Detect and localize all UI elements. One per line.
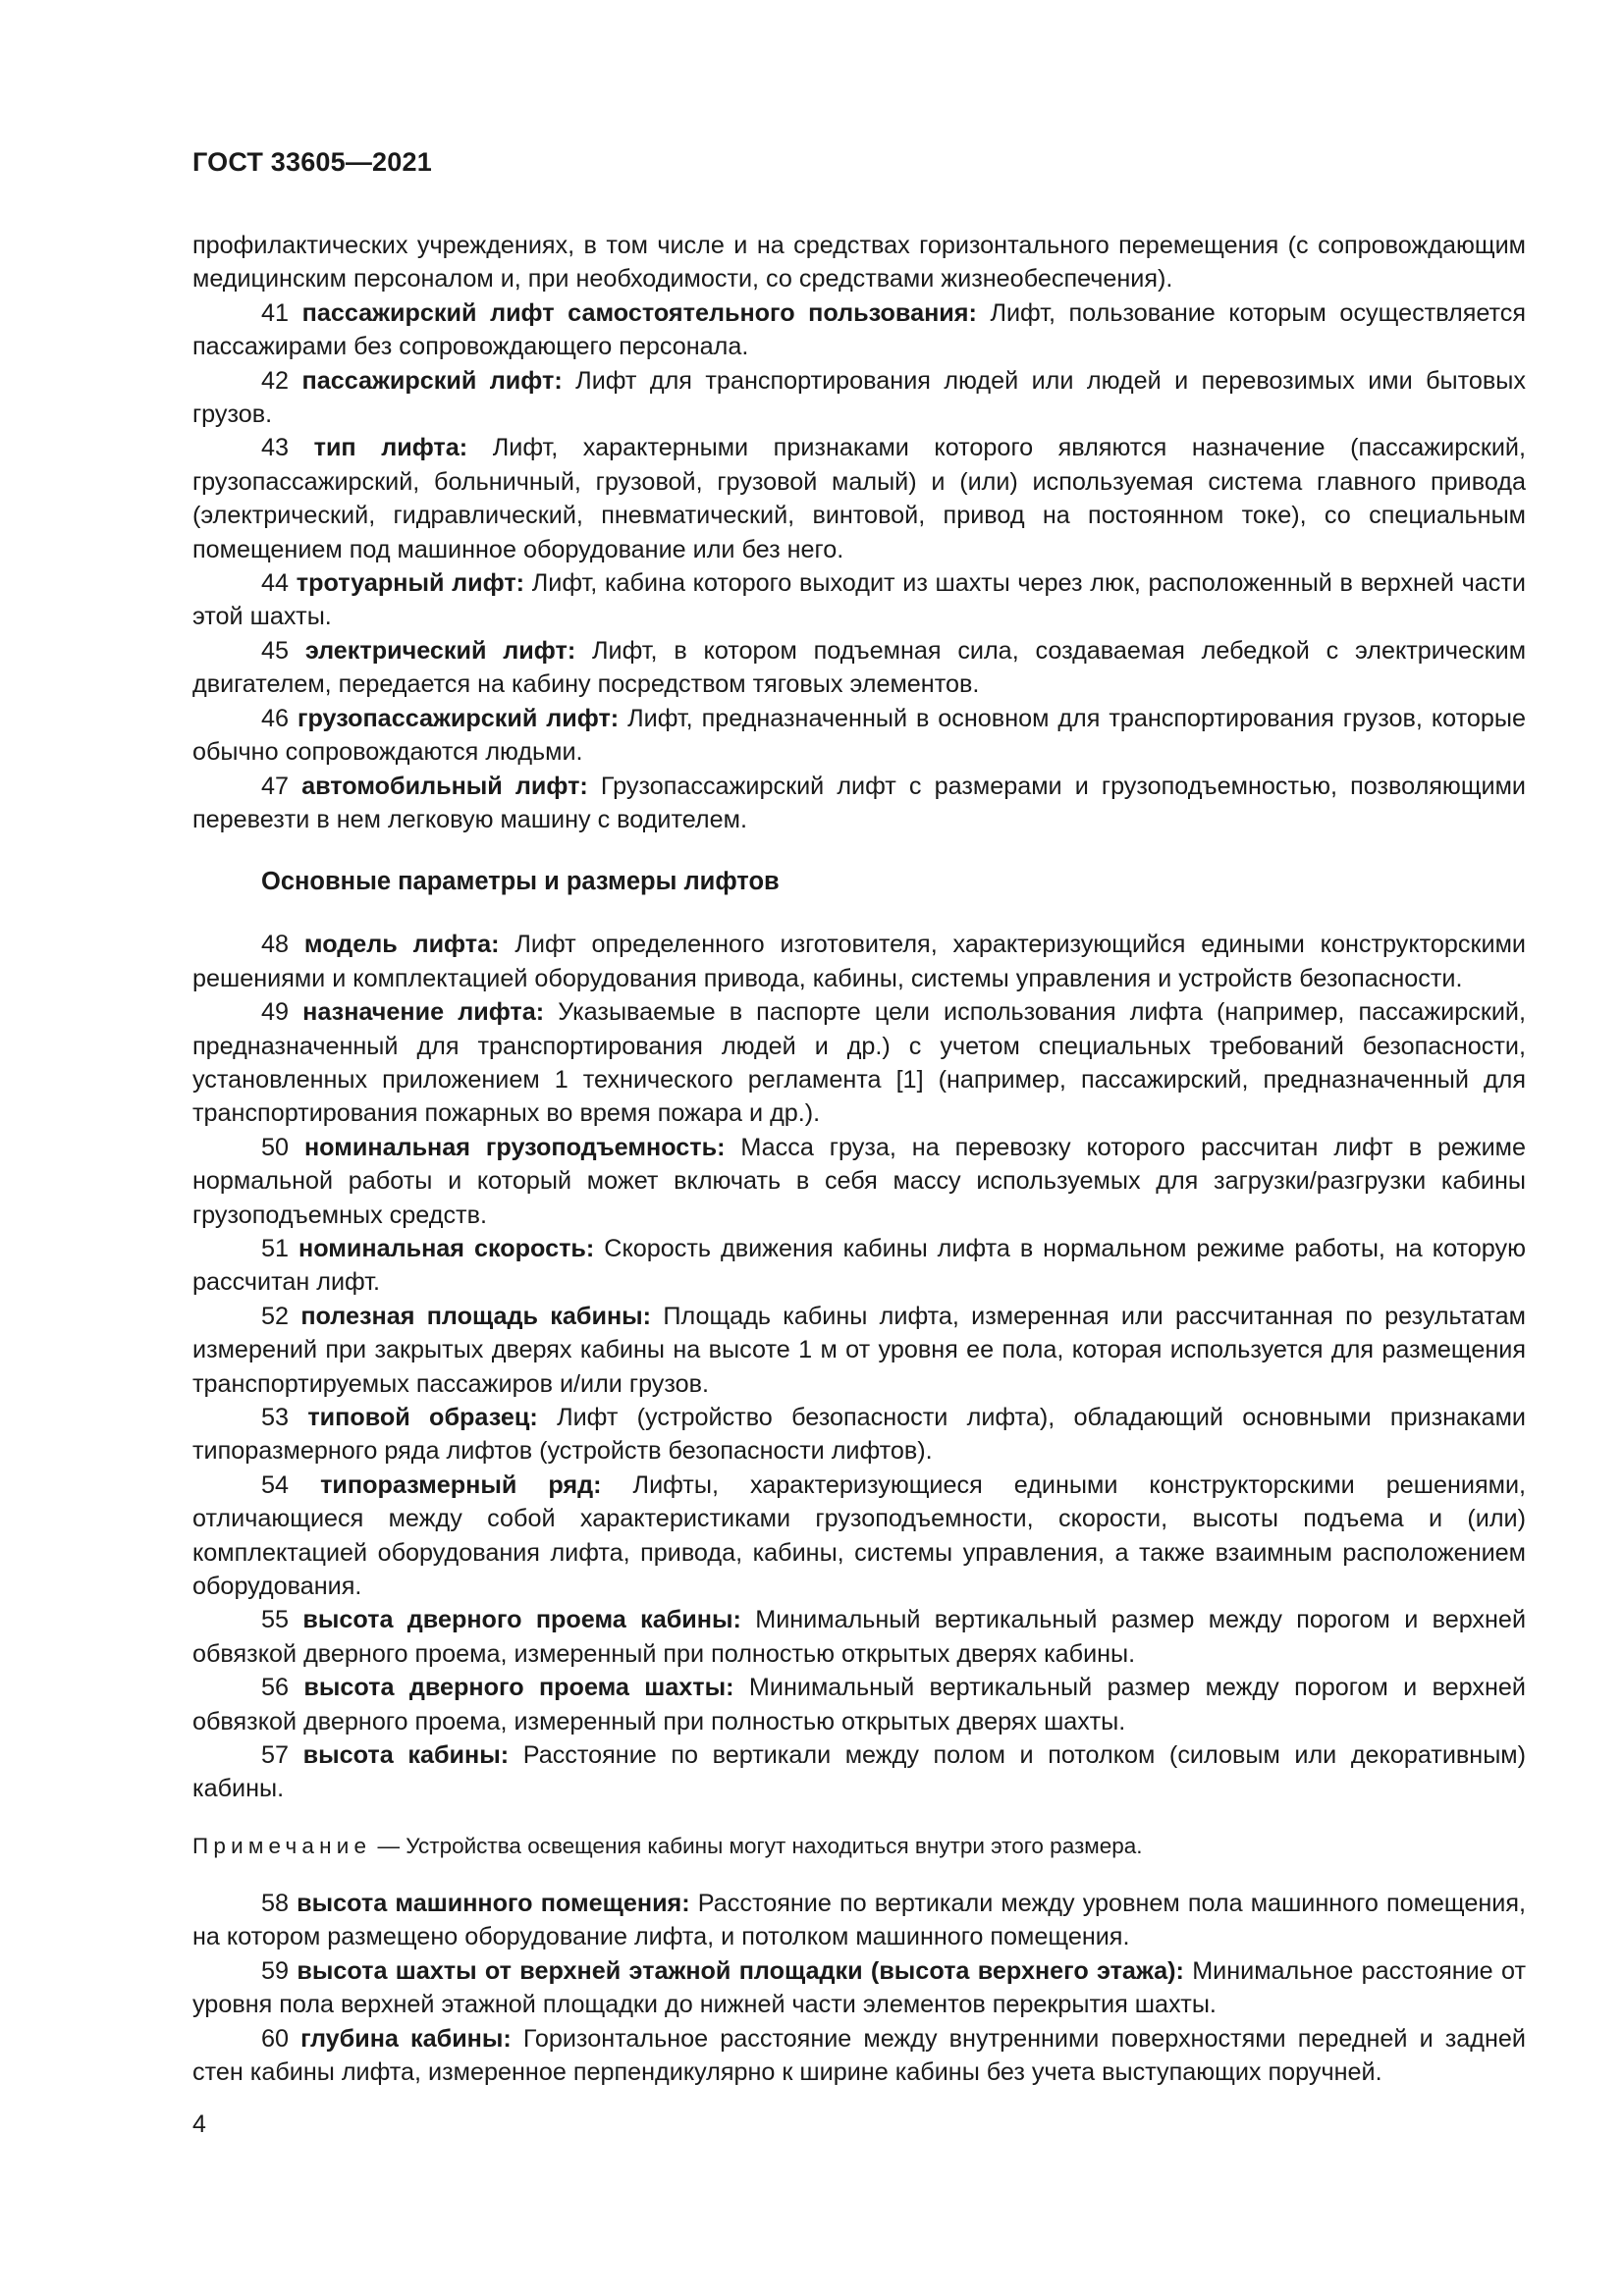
definition-term: высота дверного проема шахты: — [303, 1674, 734, 1702]
definition-text: Минимальное расстояние от уровня пола верхней этажной площадки до нижней части элементов перекрытия шахты. — [192, 1956, 1526, 2019]
definition-text: Указываемые в паспорте цели использования лифта (например, пассажирский, предназначенный для транспортирования людей и др.) с учетом специальных требований безопасности, установленных приложением 1 технического регламента [1] (например, пассажирский, предназначенный для транспортирования пожарных во время пожара и др.). — [192, 998, 1526, 1128]
definition-number: 59 — [261, 1956, 290, 1985]
definition-item — [192, 431, 1526, 566]
note — [192, 1832, 1526, 1861]
definition-item — [192, 1954, 1526, 2022]
intro-paragraph: профилактических учреждениях, в том числе и на средствах горизонтального перемещения (с сопровождающим медицинским персоналом и, при необходимости, со средствами жизнеобеспечения). — [192, 232, 1526, 294]
definition-text: Лифт, характерными признаками которого являются назначение (пассажирский, грузопассажирский, больничный, грузовой, грузовой малый) и (или) используемая система главного привода (электрический, гидравлический, пневматический, винтовой, привод на постоянном токе), со специальным помещением под машинное оборудование или без него. — [192, 434, 1526, 563]
definition-item — [192, 1232, 1526, 1300]
definition-term: электрический лифт: — [304, 636, 576, 665]
definition-item — [192, 1671, 1526, 1738]
definition-item — [192, 2022, 1526, 2090]
document-page — [192, 147, 1526, 2089]
definition-number: 42 — [261, 366, 290, 395]
definition-number: 54 — [261, 1470, 290, 1499]
definition-item — [192, 995, 1526, 1131]
definition-item — [192, 1401, 1526, 1468]
definition-text: Лифт, пользование которым осуществляется пассажирами без сопровождающего персонала. — [192, 298, 1527, 361]
definitions-group-b — [192, 928, 1526, 1806]
document-header: ГОСТ 33605—2021 — [192, 147, 432, 177]
definitions-group-a — [192, 296, 1526, 837]
definition-item — [192, 1300, 1526, 1401]
definition-term: высота дверного проема кабины: — [302, 1606, 741, 1634]
definition-number: 52 — [261, 1302, 290, 1330]
definition-text: Лифты, характеризующиеся едиными конструкторскими решениями, отличающиеся между собой характеристиками грузоподъемности, скорости, высоты подъема и (или) комплектацией оборудования лифта, привода, кабины, системы управления, а также взаимным расположением оборудования. — [192, 1470, 1527, 1601]
definition-text: Расстояние по вертикали между уровнем пола машинного помещения, на котором размещено оборудование лифта, и потолком машинного помещения. — [192, 1889, 1526, 1951]
definition-text: Площадь кабины лифта, измеренная или рассчитанная по результатам измерений при закрытых дверях кабины на высоте 1 м от уровня ее пола, которая используется для размещения транспортируемых пассажиров и/или грузов. — [192, 1302, 1526, 1398]
definition-number: 56 — [261, 1674, 290, 1702]
definition-term: высота машинного помещения: — [297, 1889, 690, 1917]
definition-term: грузопассажирский лифт: — [297, 704, 620, 732]
definition-number: 50 — [261, 1133, 290, 1161]
definition-term: номинальная грузоподъемность: — [303, 1133, 726, 1161]
definition-number: 43 — [261, 434, 290, 462]
definition-number: 57 — [261, 1741, 290, 1770]
definition-text: Горизонтальное расстояние между внутренними поверхностями передней и задней стен кабины лифта, измеренное перпендикулярно к ширине кабины без учета выступающих поручней. — [192, 2024, 1526, 2086]
definition-item — [192, 1603, 1526, 1671]
definition-text: Лифт, в котором подъемная сила, создаваемая лебедкой с электрическим двигателем, передается на кабину посредством тяговых элементов. — [192, 636, 1527, 699]
note-label: Примечание — [192, 1833, 372, 1858]
definition-number: 48 — [261, 931, 290, 959]
definition-text: Грузопассажирский лифт с размерами и грузоподъемностью, позволяющими перевезти в нем легковую машину с водителем. — [192, 772, 1526, 833]
definition-number: 46 — [261, 704, 290, 732]
page-number: 4 — [192, 2110, 206, 2138]
definitions-group-c — [192, 1887, 1526, 2089]
definition-text: Скорость движения кабины лифта в нормальном режиме работы, на которую рассчитан лифт. — [192, 1234, 1526, 1297]
definition-term: типоразмерный ряд: — [320, 1470, 602, 1499]
definition-number: 53 — [261, 1404, 290, 1431]
definition-item — [192, 296, 1526, 364]
definition-term: типовой образец: — [307, 1404, 538, 1431]
definition-term: тип лифта: — [313, 434, 468, 462]
definition-number: 49 — [261, 998, 290, 1027]
definition-number: 58 — [261, 1889, 290, 1917]
definition-item — [192, 770, 1526, 837]
definition-text: Лифт для транспортирования людей или людей и перевозимых ими бытовых грузов. — [192, 366, 1526, 429]
definition-term: пассажирский лифт: — [301, 366, 563, 395]
section-heading: Основные параметры и размеры лифтов — [261, 868, 780, 896]
definition-item — [192, 928, 1526, 995]
definition-number: 51 — [261, 1234, 290, 1262]
definition-item — [192, 1887, 1526, 1954]
definition-number: 45 — [261, 636, 290, 665]
definition-number: 55 — [261, 1606, 290, 1634]
definition-text: Лифт, кабина которого выходит из шахты через люк, расположенный в верхней части этой шахты. — [192, 569, 1526, 631]
definition-term: автомобильный лифт: — [301, 772, 588, 800]
definition-item — [192, 364, 1526, 432]
definition-item — [192, 1131, 1526, 1232]
definition-term: модель лифта: — [303, 931, 500, 959]
definition-number: 60 — [261, 2024, 290, 2053]
definition-number: 44 — [261, 569, 290, 598]
definition-number: 41 — [261, 298, 290, 327]
definition-item — [192, 566, 1526, 634]
definition-item — [192, 1738, 1526, 1806]
definition-term: высота шахты от верхней этажной площадки (высота верхнего этажа): — [297, 1956, 1184, 1985]
definition-text: Масса груза, на перевозку которого рассчитан лифт в режиме нормальной работы и который может включать в себя массу используемых для загрузки/разгрузки кабины грузоподъемных средств. — [192, 1133, 1527, 1229]
definition-term: тротуарный лифт: — [296, 569, 525, 598]
definition-term: глубина кабины: — [300, 2024, 512, 2053]
definition-text: Лифт (устройство безопасности лифта), обладающий основными признаками типоразмерного ряда лифтов (устройств безопасности лифтов). — [192, 1404, 1527, 1466]
definition-term: высота кабины: — [302, 1741, 510, 1770]
definition-text: Расстояние по вертикали между полом и потолком (силовым или декоративным) кабины. — [192, 1741, 1526, 1803]
definition-item — [192, 702, 1526, 770]
definition-term: назначение лифта: — [302, 998, 545, 1027]
definition-term: пассажирский лифт самостоятельного пользования: — [301, 298, 977, 327]
definition-text: Минимальный вертикальный размер между порогом и верхней обвязкой дверного проема, измеренный при полностью открытых дверях шахты. — [192, 1674, 1526, 1735]
definition-term: полезная площадь кабины: — [300, 1302, 652, 1330]
definition-number: 47 — [261, 772, 290, 800]
definition-term: номинальная скорость: — [298, 1234, 595, 1262]
definition-item — [192, 634, 1526, 702]
note-text: — Устройства освещения кабины могут находиться внутри этого размера. — [371, 1833, 1143, 1858]
definition-item — [192, 1468, 1526, 1604]
definition-text: Лифт, предназначенный в основном для транспортирования грузов, которые обычно сопровождаются людьми. — [192, 704, 1526, 767]
definition-text: Минимальный вертикальный размер между порогом и верхней обвязкой дверного проема, измеренный при полностью открытых дверях кабины. — [192, 1606, 1527, 1668]
definition-text: Лифт определенного изготовителя, характеризующийся едиными конструкторскими решениями и комплектацией оборудования привода, кабины, системы управления и устройств безопасности. — [192, 931, 1526, 992]
